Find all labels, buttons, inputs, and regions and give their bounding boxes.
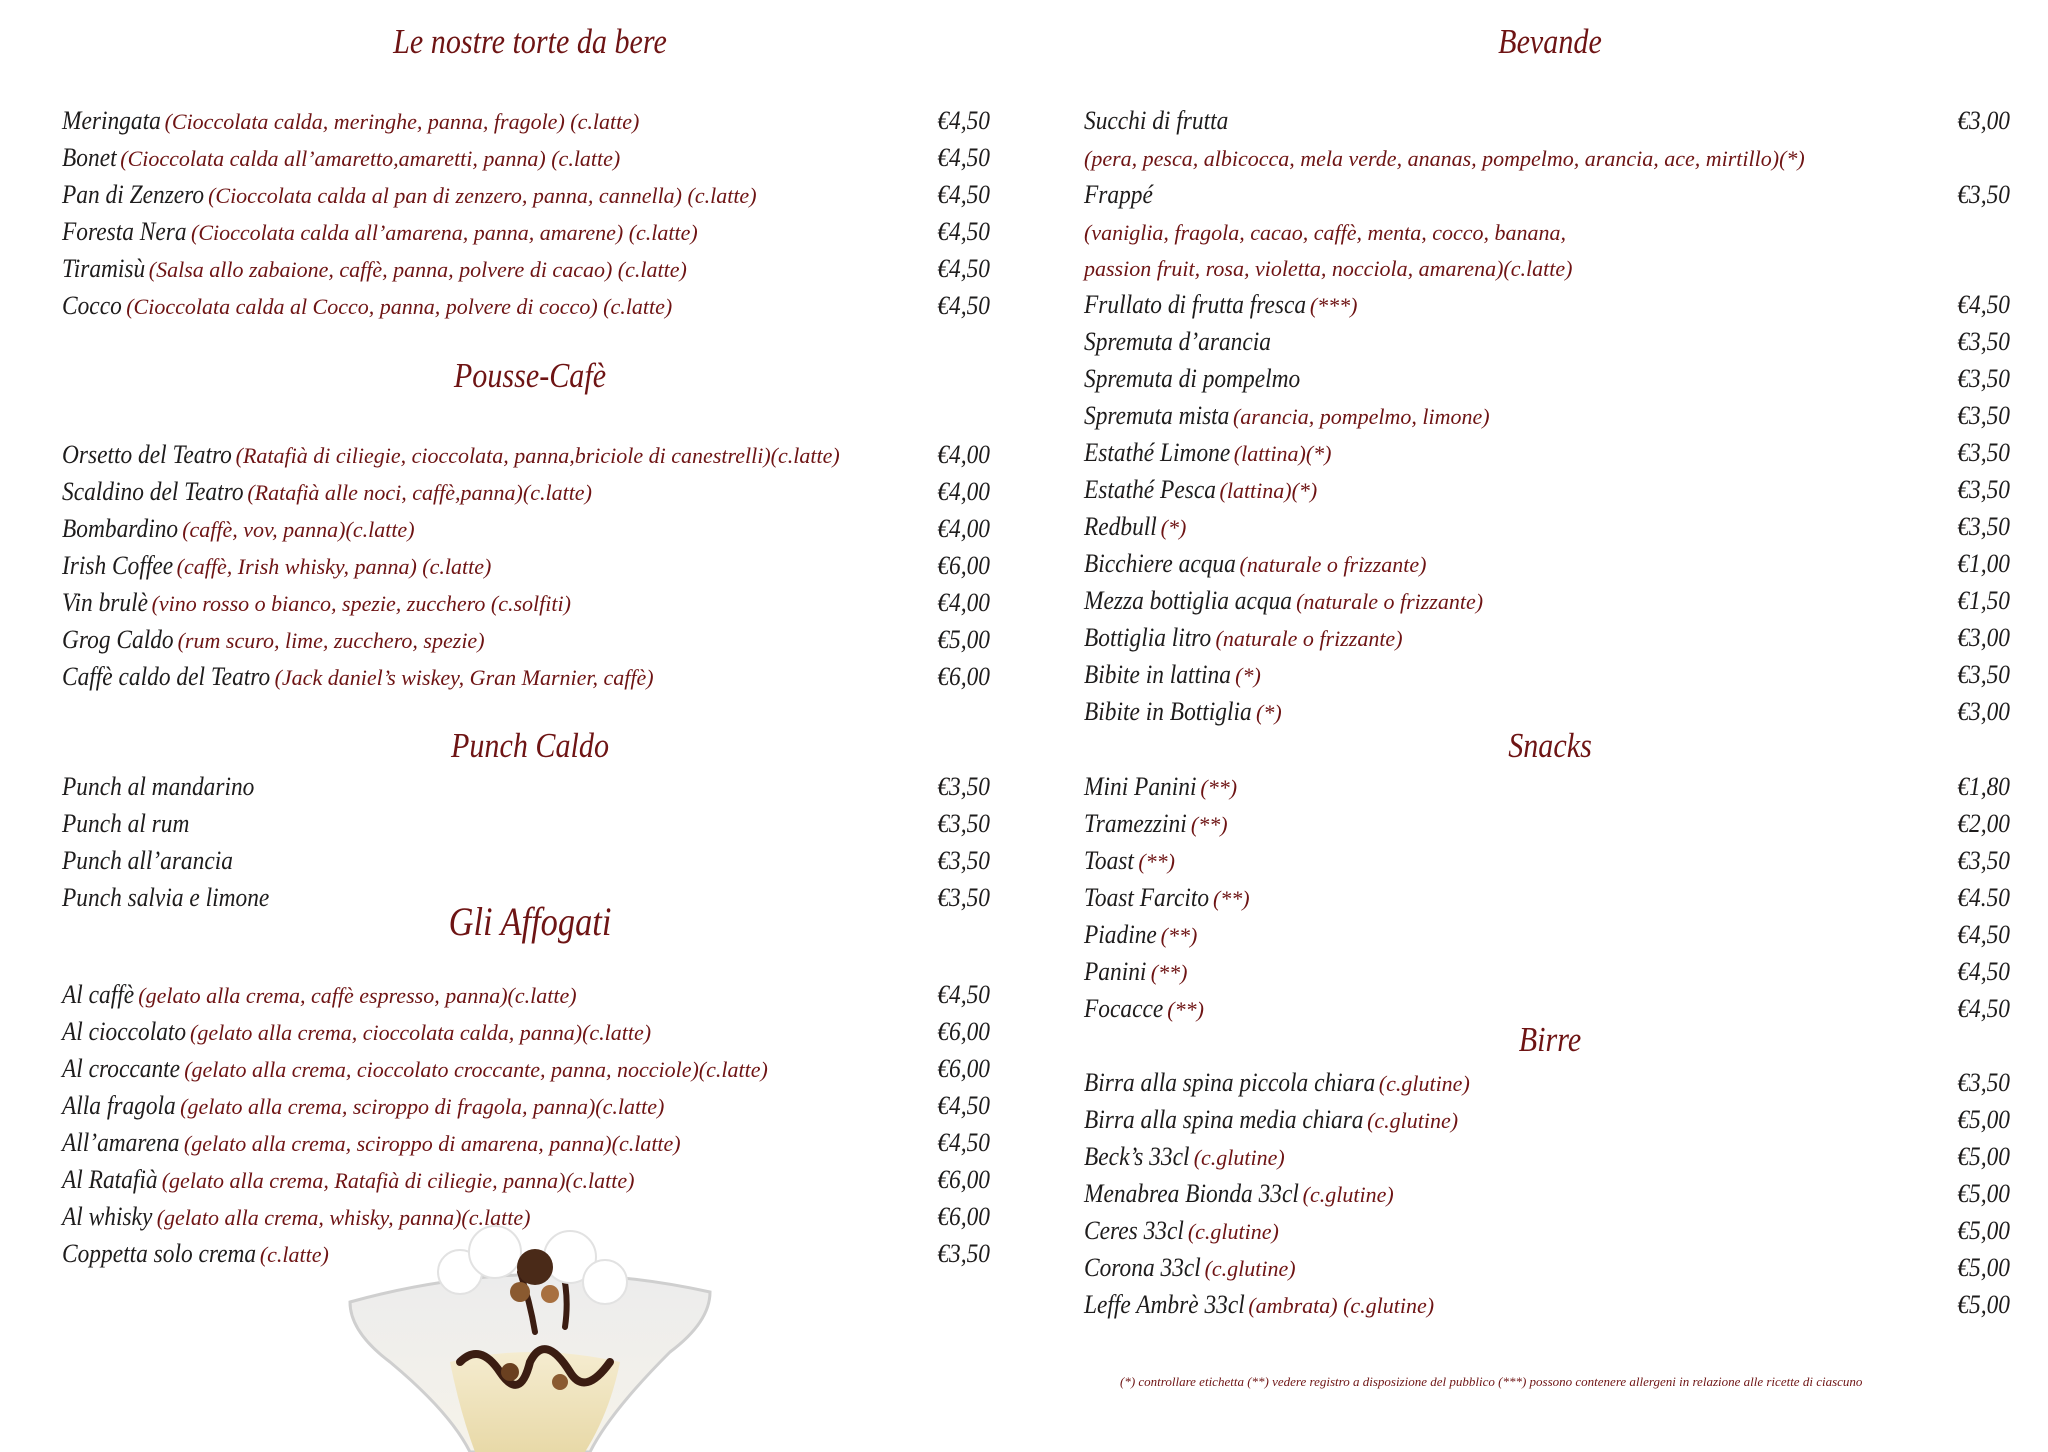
list-item [1084, 842, 1175, 879]
list-item [1084, 990, 1204, 1027]
item-note-frappe-2: passion fruit, rosa, violetta, nocciola, amarena)(c.latte) [1084, 256, 1573, 281]
item-price: €3,50 [1957, 180, 2010, 209]
item-name: Al Ratafià [62, 1165, 158, 1194]
list-item [1084, 360, 1324, 397]
item-name: Spremuta mista [1084, 401, 1230, 430]
item-price: €3,00 [1957, 697, 2010, 726]
item-price: €5,00 [1957, 1142, 2010, 1171]
item-description: (**) [1138, 849, 1175, 874]
section-title-snacks: Snacks [1508, 726, 1592, 765]
item-price: €5,00 [1957, 1216, 2010, 1245]
item-price: €4,00 [937, 477, 990, 506]
item-price: €3,50 [937, 846, 990, 875]
item-description: (Cioccolata calda al pan di zenzero, panna, cannella) (c.latte) [208, 183, 757, 208]
item-price: €6,00 [937, 1017, 990, 1046]
item-name: Redbull [1084, 512, 1157, 541]
list-item [62, 584, 571, 621]
list-item [1084, 1064, 1470, 1101]
list-item [1084, 1212, 1279, 1249]
item-name: Piadine [1084, 920, 1157, 949]
item-description: (gelato alla crema, cioccolata calda, panna)(c.latte) [190, 1020, 652, 1045]
item-price: €4,50 [937, 1128, 990, 1157]
item-description: (**) [1167, 997, 1204, 1022]
list-item [1084, 916, 1197, 953]
item-name: Al whisky [62, 1202, 153, 1231]
item-price: €3,50 [1957, 1068, 2010, 1097]
item-description: (c.glutine) [1367, 1108, 1459, 1133]
item-name: Caffè caldo del Teatro [62, 662, 271, 691]
list-item [1084, 397, 1490, 434]
item-price: €5,00 [1957, 1290, 2010, 1319]
item-price: €4,50 [937, 254, 990, 283]
item-name: Al caffè [62, 980, 135, 1009]
item-name: Punch al rum [62, 809, 190, 838]
item-description: (*) [1256, 700, 1282, 725]
item-price: €4,50 [937, 291, 990, 320]
item-name: Bonet [62, 143, 117, 172]
list-item [62, 1050, 768, 1087]
item-name: Al croccante [62, 1054, 181, 1083]
item-price: €3,00 [1957, 106, 2010, 135]
list-item [62, 547, 491, 584]
item-price: €2,00 [1957, 809, 2010, 838]
item-description: (lattina)(*) [1219, 478, 1318, 503]
item-name: All’amarena [62, 1128, 180, 1157]
item-name: Coppetta solo crema [62, 1239, 257, 1268]
item-description: (lattina)(*) [1233, 441, 1332, 466]
item-price: €4,50 [937, 106, 990, 135]
list-item [62, 976, 577, 1013]
list-item [1084, 693, 1282, 730]
item-description: (c.glutine) [1302, 1182, 1394, 1207]
item-name: Leffe Ambrè 33cl [1084, 1290, 1245, 1319]
list-item [1084, 545, 1427, 582]
section-title-affogati: Gli Affogati [448, 899, 612, 944]
item-note-succhi: (pera, pesca, albicocca, mela verde, ananas, pompelmo, arancia, ace, mirtillo)(*) [1084, 146, 1805, 171]
list-item [62, 1013, 651, 1050]
item-price: €3,50 [937, 772, 990, 801]
list-item [1084, 1101, 1458, 1138]
item-name: Frappé [1084, 180, 1153, 209]
item-name: Frullato di frutta fresca [1084, 290, 1307, 319]
item-name: Birra alla spina media chiara [1084, 1105, 1364, 1134]
item-price: €3,00 [1957, 623, 2010, 652]
item-name: Vin brulè [62, 588, 149, 617]
item-description: (Cioccolata calda al Cocco, panna, polvere di cocco) (c.latte) [126, 294, 673, 319]
item-name: Toast Farcito [1084, 883, 1210, 912]
item-name: Punch all’arancia [62, 846, 233, 875]
item-name: Al cioccolato [62, 1017, 187, 1046]
item-name: Meringata [62, 106, 161, 135]
list-item-frappe [1084, 176, 1161, 213]
item-name: Estathé Limone [1084, 438, 1231, 467]
list-item [62, 1087, 664, 1124]
item-description: (vino rosso o bianco, spezie, zucchero (c.solfiti) [151, 591, 571, 616]
item-price: €4,50 [1957, 290, 2010, 319]
item-description: (**) [1200, 775, 1238, 800]
item-price: €3,50 [1957, 364, 2010, 393]
item-name: Punch salvia e limone [62, 883, 270, 912]
item-description: (Ratafià alle noci, caffè,panna)(c.latte) [247, 480, 592, 505]
list-item [62, 621, 485, 658]
item-name: Punch al mandarino [62, 772, 255, 801]
list-item [62, 1124, 681, 1161]
item-name: Bottiglia litro [1084, 623, 1212, 652]
item-name: Pan di Zenzero [62, 180, 205, 209]
item-description: (rum scuro, lime, zucchero, spezie) [177, 628, 485, 653]
list-item [1084, 508, 1186, 545]
item-price: €6,00 [937, 1202, 990, 1231]
list-item [1084, 805, 1228, 842]
item-price: €3,50 [1957, 438, 2010, 467]
list-item [1084, 1286, 1434, 1323]
item-description: (Cioccolata calda all’amaretto,amaretti, panna) (c.latte) [120, 146, 621, 171]
item-price: €4,50 [937, 1091, 990, 1120]
item-name: Foresta Nera [62, 217, 187, 246]
item-description: (Cioccolata calda, meringhe, panna, fragole) (c.latte) [164, 109, 640, 134]
list-item [62, 1235, 329, 1272]
item-price: €3,50 [1957, 660, 2010, 689]
item-description: (**) [1190, 812, 1228, 837]
item-name: Bibite in Bottiglia [1084, 697, 1252, 726]
list-item [1084, 619, 1403, 656]
item-description: (gelato alla crema, whisky, panna)(c.latte) [156, 1205, 531, 1230]
item-description: (ambrata) (c.glutine) [1248, 1293, 1435, 1318]
list-item [1084, 434, 1332, 471]
list-item [1084, 656, 1261, 693]
section-title-bevande: Bevande [1498, 22, 1602, 61]
item-price: €4,50 [1957, 920, 2010, 949]
list-item [62, 879, 292, 916]
item-price: €6,00 [937, 1054, 990, 1083]
list-item [1084, 1138, 1285, 1175]
item-description: (Salsa allo zabaione, caffè, panna, polvere di cacao) (c.latte) [148, 257, 687, 282]
item-description: (Ratafià di ciliegie, cioccolata, panna,briciole di canestrelli)(c.latte) [235, 443, 840, 468]
item-name: Bombardino [62, 514, 179, 543]
item-name: Cocco [62, 291, 122, 320]
item-description: (caffè, vov, panna)(c.latte) [182, 517, 415, 542]
list-item [62, 473, 592, 510]
list-item [62, 102, 639, 139]
footnote: (*) controllare etichetta (**) vedere registro a disposizione del pubblico (***) possono contenere allergeni in relazione alle ricette di ciascuno [1120, 1374, 1863, 1389]
list-item [62, 805, 204, 842]
item-price: €4,00 [937, 514, 990, 543]
item-name: Orsetto del Teatro [62, 440, 232, 469]
list-item [62, 250, 687, 287]
item-price: €3,50 [937, 883, 990, 912]
item-description: (*) [1235, 663, 1261, 688]
item-description: (gelato alla crema, sciroppo di fragola, panna)(c.latte) [180, 1094, 665, 1119]
item-description: (caffè, Irish whisky, panna) (c.latte) [176, 554, 492, 579]
item-name: Beck’s 33cl [1084, 1142, 1190, 1171]
list-item [62, 658, 654, 695]
item-price: €5,00 [1957, 1105, 2010, 1134]
item-price: €3,50 [937, 809, 990, 838]
item-name: Panini [1084, 957, 1147, 986]
item-price: €4,50 [937, 980, 990, 1009]
item-price: €5,00 [1957, 1179, 2010, 1208]
list-item [1084, 1175, 1394, 1212]
item-price: €4,50 [1957, 994, 2010, 1023]
item-name: Scaldino del Teatro [62, 477, 244, 506]
item-name: Birra alla spina piccola chiara [1084, 1068, 1376, 1097]
item-name: Succhi di frutta [1084, 106, 1229, 135]
item-name: Toast [1084, 846, 1134, 875]
item-note-frappe-1: (vaniglia, fragola, cacao, caffè, menta, cocco, banana, [1084, 220, 1567, 245]
item-price: €5,00 [937, 625, 990, 654]
item-price: €1,50 [1957, 586, 2010, 615]
item-description: (c.glutine) [1204, 1256, 1296, 1281]
item-name: Bibite in lattina [1084, 660, 1231, 689]
item-name: Grog Caldo [62, 625, 174, 654]
item-description: (Cioccolata calda all’amarena, panna, amarene) (c.latte) [191, 220, 698, 245]
item-description: (naturale o frizzante) [1215, 626, 1403, 651]
item-price: €6,00 [937, 662, 990, 691]
item-name: Alla fragola [62, 1091, 176, 1120]
item-price: €4,50 [1957, 957, 2010, 986]
item-name: Spremuta d’arancia [1084, 327, 1271, 356]
item-name: Bicchiere acqua [1084, 549, 1236, 578]
list-item [1084, 879, 1250, 916]
list-item [1084, 1249, 1296, 1286]
item-price: €6,00 [937, 1165, 990, 1194]
item-price: €4,50 [937, 217, 990, 246]
item-price: €4,50 [937, 180, 990, 209]
item-price: €5,00 [1957, 1253, 2010, 1282]
item-description: (c.glutine) [1187, 1219, 1279, 1244]
item-price: €3,50 [1957, 475, 2010, 504]
section-title-birre: Birre [1518, 1020, 1582, 1059]
list-item [1084, 768, 1237, 805]
item-name: Corona 33cl [1084, 1253, 1201, 1282]
item-price: €4,00 [937, 588, 990, 617]
list-item [1084, 953, 1187, 990]
section-title-torte: Le nostre torte da bere [393, 22, 667, 61]
item-description: (naturale o frizzante) [1296, 589, 1484, 614]
item-name: Mezza bottiglia acqua [1084, 586, 1292, 615]
ice-cream-affogato-image [330, 1212, 730, 1452]
item-description: (naturale o frizzante) [1239, 552, 1427, 577]
item-price: €3,50 [1957, 327, 2010, 356]
item-price: €3,50 [937, 1239, 990, 1268]
item-description: (c.latte) [259, 1242, 329, 1267]
item-name: Irish Coffee [62, 551, 174, 580]
item-description: (***) [1309, 293, 1358, 318]
list-item [62, 510, 415, 547]
list-item [1084, 582, 1483, 619]
item-price: €1,00 [1957, 549, 2010, 578]
item-description: (**) [1212, 886, 1250, 911]
item-description: (*) [1160, 515, 1187, 540]
section-title-pousse: Pousse-Cafè [453, 356, 607, 395]
list-item [62, 436, 840, 473]
list-item [62, 287, 672, 324]
item-price: €3,50 [1957, 512, 2010, 541]
item-price: €1,80 [1957, 772, 2010, 801]
item-description: (**) [1160, 923, 1198, 948]
item-description: (gelato alla crema, cioccolato croccante, panna, nocciole)(c.latte) [184, 1057, 768, 1082]
list-item [62, 1198, 530, 1235]
list-item [62, 213, 698, 250]
item-price: €4,50 [937, 143, 990, 172]
item-name: Spremuta di pompelmo [1084, 364, 1301, 393]
item-price: €4,00 [937, 440, 990, 469]
list-item [62, 768, 276, 805]
item-price: €3,50 [1957, 846, 2010, 875]
item-price: €6,00 [937, 551, 990, 580]
item-description: (c.glutine) [1378, 1071, 1470, 1096]
item-price: €3,50 [1957, 401, 2010, 430]
item-description: (gelato alla crema, sciroppo di amarena, panna)(c.latte) [183, 1131, 681, 1156]
list-item-succhi [1084, 102, 1244, 139]
item-description: (arancia, pompelmo, limone) [1232, 404, 1490, 429]
item-price: €4.50 [1957, 883, 2010, 912]
item-name: Menabrea Bionda 33cl [1084, 1179, 1299, 1208]
item-name: Mini Panini [1084, 772, 1197, 801]
list-item [62, 1161, 634, 1198]
section-title-punch: Punch Caldo [450, 726, 609, 765]
item-description: (gelato alla crema, Ratafià di ciliegie, panna)(c.latte) [161, 1168, 635, 1193]
list-item [1084, 323, 1292, 360]
list-item [62, 842, 252, 879]
item-name: Focacce [1084, 994, 1164, 1023]
item-description: (Jack daniel’s wiskey, Gran Marnier, caffè) [274, 665, 654, 690]
item-name: Tramezzini [1084, 809, 1187, 838]
item-description: (gelato alla crema, caffè espresso, panna)(c.latte) [138, 983, 577, 1008]
list-item [1084, 286, 1358, 323]
item-description: (c.glutine) [1193, 1145, 1285, 1170]
item-name: Ceres 33cl [1084, 1216, 1184, 1245]
item-name: Estathé Pesca [1084, 475, 1216, 504]
list-item [1084, 471, 1317, 508]
list-item [62, 176, 757, 213]
item-description: (**) [1150, 960, 1188, 985]
item-name: Tiramisù [62, 254, 146, 283]
list-item [62, 139, 620, 176]
